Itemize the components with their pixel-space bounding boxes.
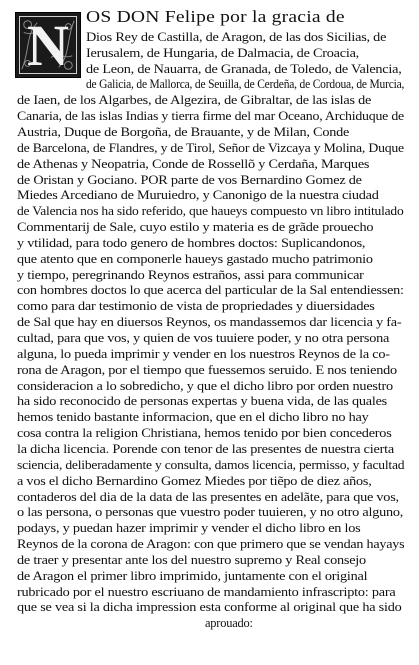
text-line: de Aragon el primer libro imprimido, juntamente con el original [17, 568, 368, 583]
text-line: o las persona, o personas que vuestro poder tuuieren, y no otro alguno, [17, 505, 404, 520]
initial-letter: N [27, 13, 69, 78]
text-line: que se vea si la dicha impression esta conforme al original que ha sido [17, 600, 402, 615]
text-line: Austria, Duque de Borgoña, de Brauante, y de Milan, Conde [17, 124, 350, 139]
decorated-initial [15, 12, 81, 78]
text-line: y tiempo, peregrinando Reynos estraños, assi para communicar [17, 267, 364, 282]
text-line: cosa contra la religion Christiana, hemos tenido por bien concederos [17, 426, 392, 441]
text-line: alguna, lo pueda imprimir y vender en los nuestros Reynos de la co- [17, 346, 390, 361]
text-line: Ierusalem, de Hungaria, de Dalmacia, de Croacia, [86, 45, 360, 60]
text-line: de Barcelona, de Flandres, y de Tirol, Señor de Vizcaya y Molina, Duque [17, 140, 404, 155]
text-line: de Galicia, de Mallorca, de Seuilla, de Cerdeña, de Cordoua, de Murcia, [86, 77, 405, 92]
text-line: rubricado por el nuestro escriuano de mandamiento infrascripto: para [17, 584, 396, 599]
text-line: Commentarij de Sale, cuyo estilo y materia es de grãde prouecho [17, 220, 374, 235]
text-line: Canaria, de las islas Indias y tierra firme del mar Oceano, Archiduque de [17, 109, 404, 124]
text-line: sciencia, deliberadamente y consulta, damos licencia, permisso, y facultad [17, 457, 405, 472]
heading-line: OS DON Felipe por la gracia de [86, 7, 345, 26]
text-line: Miedes Arcediano de Muruiedro, y Canonigo de la nuestra ciudad [17, 188, 379, 203]
text-line: podays, y puedan hazer imprimir y vender el dicho libro en los [17, 521, 361, 536]
text-line: Reynos de la corona de Aragon: con que primero que se vendan hayays [17, 537, 405, 552]
text-line: de Oristan y Gociano. POR parte de vos Bernardino Gomez de [17, 172, 362, 187]
text-line: consideracion a lo sobredicho, y que el dicho libro por orden nuestro [17, 378, 393, 393]
text-line: de Sal que hay en diuersos Reynos, os mandassemos dar licencia y fa- [17, 315, 402, 330]
text-line: de traer y presentar ante los del nuestro supremo y Real consejo [17, 552, 366, 567]
text-line: a vos el dicho Bernardino Gomez Miedes por tiẽpo de diez años, [17, 473, 372, 488]
text-line: con hombres doctos lo que acerca del particular de la Sal entendiessen: [17, 283, 404, 298]
text-line: que atento que en componerle haueys gastado mucho patrimonio [17, 251, 373, 266]
text-line: de Iaen, de los Algarbes, de Algezira, de Gibraltar, de las islas de [17, 93, 372, 108]
text-line: aprouado: [205, 616, 253, 631]
text-line: cultad, para que vos, y quien de vos tuuiere poder, y no otra persona [17, 331, 390, 345]
text-line: contaderos del dia de la data de las presentes en adelãte, para que vos, [17, 489, 399, 504]
text-line: y vtilidad, para todo genero de hombres doctos: Suplicandonos, [17, 235, 366, 250]
text-line: Dios Rey de Castilla, de Aragon, de las dos Sicilias, de [86, 29, 387, 44]
text-line: de Leon, de Nauarra, de Granada, de Toledo, de Valencia, [86, 61, 402, 76]
text-line: de Valencia nos ha sido referido, que haueys compuesto vn libro intitulado [17, 204, 404, 219]
text-line: la dicha licencia. Porende con tenor de las presentes de nuestra cierta [17, 441, 394, 456]
text-line: ha sido reconocido de personas expertas y buena vida, de las quales [17, 394, 387, 409]
text-line: de Athenas y Neopatria, Conde de Rossellõ y Cerdaña, Marques [17, 156, 370, 171]
text-line: como para dar testimonio de vista de propriedades y diuersidades [17, 299, 375, 314]
text-line: rona de Aragon, por el tiempo que fuessemos seruido. E nos teniendo [17, 362, 397, 377]
text-line: hemos tenido bastante informacion, que en el dicho libro no hay [17, 410, 369, 425]
